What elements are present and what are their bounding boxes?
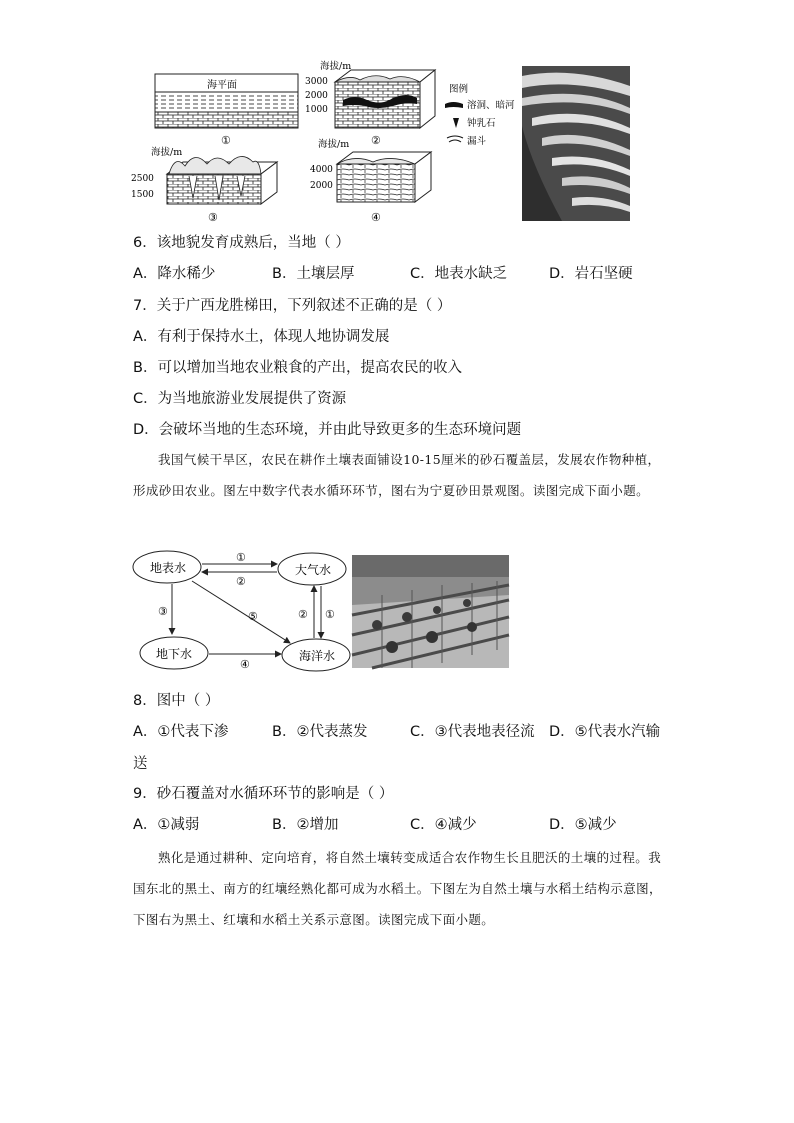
sinkhole-legend-icon: [447, 136, 463, 142]
arrow-label: ⑤: [248, 610, 258, 623]
question-9-option-b[interactable]: B．②增加: [272, 817, 339, 833]
legend-item: 漏斗: [467, 136, 487, 147]
karst-diagram-figure: [131, 58, 515, 228]
water-cycle-diagram: [130, 548, 352, 674]
arrow-label: ②: [236, 575, 246, 588]
node-ocean-water-label: 海洋水: [299, 649, 336, 663]
question-8-option-d[interactable]: D．⑤代表水汽输: [549, 724, 661, 740]
panel-2-tick: 1000: [305, 105, 328, 115]
arrow-label: ④: [240, 658, 250, 671]
arrow-label: ③: [158, 605, 168, 618]
arrow-label: ①: [325, 608, 335, 621]
stalactite-legend-icon: [453, 118, 459, 128]
panel-3-axis-label: 海拔/m: [151, 147, 183, 158]
question-7-stem: 7．关于广西龙胜梯田，下列叙述不正确的是（ ）: [133, 298, 452, 314]
panel-4-tick: 4000: [310, 165, 333, 175]
question-8-option-d-wrap: 送: [133, 756, 148, 772]
panel-4-tick: 2000: [310, 181, 333, 191]
question-7-option-a[interactable]: A．有利于保持水土，体现人地协调发展: [133, 329, 390, 345]
panel-2-tick: 2000: [305, 91, 328, 101]
ningxia-sand-field-photo: [352, 555, 509, 668]
question-6-option-d[interactable]: D．岩石坚硬: [549, 266, 633, 282]
question-9-stem: 9．砂石覆盖对水循环环节的影响是（ ）: [133, 786, 394, 802]
legend: [445, 83, 515, 147]
arrow-label: ②: [298, 608, 308, 621]
question-6-option-b[interactable]: B．土壤层厚: [272, 266, 355, 282]
node-groundwater-label: 地下水: [156, 647, 193, 661]
panel-3-tick: 2500: [131, 174, 154, 184]
legend-item: 溶洞、暗河: [467, 100, 515, 111]
sea-level-label: 海平面: [207, 80, 237, 91]
question-9-option-d[interactable]: D．⑤减少: [549, 817, 617, 833]
question-8-option-b[interactable]: B．②代表蒸发: [272, 724, 368, 740]
question-6-option-c[interactable]: C．地表水缺乏: [410, 266, 508, 282]
arrow-5-surface-to-ocean: [192, 581, 290, 643]
question-8-option-c[interactable]: C．③代表地表径流: [410, 724, 535, 740]
legend-title: 图例: [449, 84, 469, 95]
panel-2-axis-label: 海拔/m: [320, 61, 352, 72]
question-6-stem: 6．该地貌发育成熟后，当地（ ）: [133, 235, 350, 251]
question-6-option-a[interactable]: A．降水稀少: [133, 266, 216, 282]
panel-2-number: ②: [371, 134, 381, 147]
panel-1-number: ①: [221, 134, 231, 147]
panel-1-sea-level: [155, 74, 298, 147]
passage-soil-ripening: 熟化是通过耕种、定向培育，将自然土壤转变成适合农作物生长且肥沃的土壤的过程。我国东北的黑土、南方的红壤经熟化都可成为水稻土。下图左为自然土壤与水稻土结构示意图，下图右为黑土、红壤和水稻土关系示意图。读图完成下面小题。: [133, 850, 662, 927]
question-9-option-a[interactable]: A．①减弱: [133, 817, 200, 833]
panel-4-folded-strata: [310, 138, 431, 224]
question-7-option-b[interactable]: B．可以增加当地农业粮食的产出，提高农民的收入: [133, 360, 462, 376]
question-8-option-a[interactable]: A．①代表下渗: [133, 724, 229, 740]
passage-sand-field: 我国气候干旱区，农民在耕作土壤表面铺设10-15厘米的砂石覆盖层，发展农作物种植，形成砂田农业。图左中数字代表水循环环节，图右为宁夏砂田景观图。读图完成下面小题。: [133, 452, 661, 498]
panel-2-caves: [305, 60, 435, 147]
node-atmospheric-water-label: 大气水: [295, 563, 332, 577]
panel-3-number: ③: [208, 211, 218, 224]
question-7-option-c[interactable]: C．为当地旅游业发展提供了资源: [133, 391, 347, 407]
panel-4-axis-label: 海拔/m: [318, 139, 350, 150]
panel-2-tick: 3000: [305, 77, 328, 87]
question-9-option-c[interactable]: C．④减少: [410, 817, 477, 833]
longsheng-terrace-photo: [522, 66, 630, 221]
question-7-option-d[interactable]: D．会破坏当地的生态环境，并由此导致更多的生态环境问题: [133, 422, 522, 438]
panel-3-tick: 1500: [131, 190, 154, 200]
arrow-label: ①: [236, 551, 246, 564]
node-surface-water-label: 地表水: [150, 561, 187, 575]
panel-4-number: ④: [371, 211, 381, 224]
panel-3-peak-forest: [131, 146, 277, 224]
cave-legend-icon: [445, 102, 463, 108]
question-8-stem: 8．图中（ ）: [133, 693, 220, 709]
legend-item: 钟乳石: [467, 118, 496, 129]
